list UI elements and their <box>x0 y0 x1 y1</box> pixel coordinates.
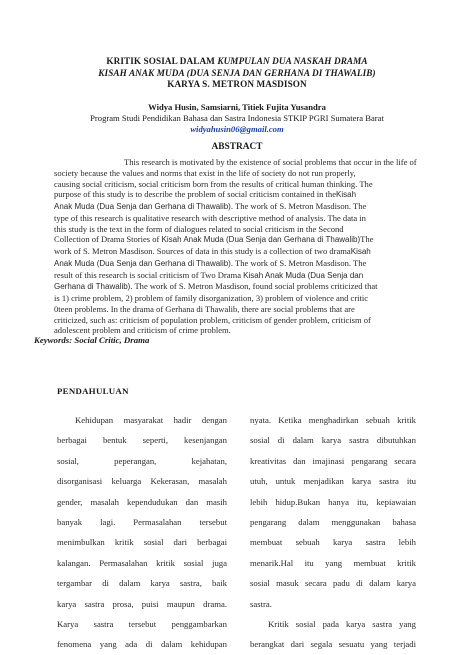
left-column-line: Kehidupan masyarakat hadir dengan <box>75 415 227 425</box>
abstract-line <box>54 189 426 201</box>
left-column-line: karya sastra prosa, puisi maupun drama. <box>57 598 227 609</box>
right-column-line: nyata. Ketika menghadirkan sebuah kritik <box>250 415 416 425</box>
column-left <box>57 410 227 655</box>
title-line-3: KARYA S. METRON MASDISON <box>167 79 307 89</box>
left-column-line: sosial, peperangan, kejahatan, <box>57 455 227 466</box>
abstract-text: is 1) crime problem, 2) problem of family disorganization, 3) problem of violence and critic <box>54 293 369 303</box>
paper-title <box>40 56 434 91</box>
right-column-line: Kritik sosial pada karya sastra yang <box>268 619 416 630</box>
left-column-line: disorganisasi keluarga Kekerasan, masalah <box>57 476 227 487</box>
right-column-line: sosial di dalam karya sastra dibutuhkan <box>250 435 416 446</box>
abstract-drama-title: Kisah Anak Muda (Dua Senja dan <box>243 270 364 280</box>
abstract-heading: ABSTRACT <box>211 142 263 152</box>
abstract-drama-title: Kisah <box>336 190 357 200</box>
abstract-text: work of S. Metron Masdison. Sources of data in this study is a collection of two drama <box>54 246 351 256</box>
right-column-line: sastra. <box>250 598 272 609</box>
abstract-text: . The work of S. Metron Masdison. The <box>230 201 367 211</box>
left-column-line: berbagai bentuk seperti, kesenjangan <box>57 435 227 446</box>
abstract-line <box>54 270 426 282</box>
left-column-line: banyak lagi. Permasalahan tersebut <box>57 517 227 528</box>
title-line-1 <box>40 56 434 68</box>
left-column-line: kalangan. Permasalahan kritik sosial juga <box>57 557 227 568</box>
abstract-line <box>54 157 426 168</box>
abstract-text: . The work of S. Metron Masdison, found social problems criticized that <box>130 281 378 292</box>
left-column-line: Karya sastra tersebut penggambarkan <box>57 619 227 630</box>
abstract-text: society because the values and norms that exist in the life of society do not run properly, <box>54 167 356 178</box>
right-column-line: kreativitas dan imajinasi pengarang secara <box>250 455 416 466</box>
author-names: Widya Husin, Samsiarni, Titiek Fujita Yusandra <box>148 102 326 112</box>
abstract-line <box>54 201 426 213</box>
title-line-2-text: KISAH ANAK MUDA (DUA SENJA DAN GERHANA DI THAWALIB) <box>98 67 376 78</box>
abstract-text: 0teen problems. In the drama of Gerhana di Thawalib, there are social problems that are <box>54 303 355 314</box>
abstract-body <box>54 157 426 336</box>
right-column-line: sosial masuk secara padu di dalam karya <box>250 578 416 589</box>
left-column-line: tergambar di dalam karya sastra, baik <box>57 578 227 589</box>
abstract-line <box>54 258 426 270</box>
abstract-text: this study is the text in the form of dialogues related to social criticism in the Second <box>54 223 344 234</box>
right-column-line: membuat sebuah karya sastra lebih <box>250 537 416 548</box>
section-heading: PENDAHULUAN <box>57 386 129 396</box>
abstract-text: This research is motivated by the existence of social problems that occur in the life of <box>124 157 417 167</box>
abstract-line <box>54 234 426 246</box>
abstract-text: type of this research is qualitative research with descriptive method of analysis. The data in <box>54 212 366 223</box>
title-line-1-a: KRITIK SOSIAL DALAM <box>106 56 218 66</box>
abstract-drama-title: Anak Muda (Dua Senja dan Gerhana di Thawalib) <box>54 258 231 268</box>
abstract-text: The <box>360 234 374 245</box>
right-column-line: lebih hidup.Bukan hanya itu, kepiawaian <box>250 496 416 507</box>
abstract-text: causing social criticism, social criticism born from the results of critical human thinking. The <box>54 178 373 189</box>
right-column-line: menarik.Hal itu yang membuat kritik <box>250 557 416 568</box>
author-institution: Program Studi Pendidikan Bahasa dan Sastra Indonesia STKIP PGRI Sumatera Barat <box>90 113 384 124</box>
title-line-1-b: KUMPULAN DUA NASKAH DRAMA <box>217 56 368 66</box>
abstract-line <box>54 213 426 224</box>
right-column-line: berangkat dari segala sesuatu yang terjadi <box>250 639 416 650</box>
keywords-line: Keywords: Social Critic, Drama <box>34 335 150 345</box>
abstract-text: adolescent problem and criticism of crime problem. <box>54 325 231 336</box>
abstract-text: Collection of Drama Stories of <box>54 234 162 245</box>
abstract-drama-title: Kisah <box>350 247 371 256</box>
abstract-text: criticized, such as: criticism of population problem, criticism of gender problem, criticism of <box>54 314 371 325</box>
abstract-line <box>54 304 426 315</box>
abstract-text: purpose of this study is to describe the problem of social criticism contained in the <box>54 189 336 200</box>
abstract-drama-title: Anak Muda (Dua Senja dan Gerhana di Thawalib) <box>54 202 231 211</box>
author-email-link[interactable]: widyahusin06@gmail.com <box>190 124 284 135</box>
abstract-line <box>54 224 426 235</box>
left-column-line: gender, masalah kependudukan dan masih <box>57 496 227 507</box>
abstract-line <box>54 179 426 190</box>
abstract-drama-title: Kisah Anak Muda (Dua Senja dan Gerhana di Thawalib) <box>161 235 361 245</box>
abstract-text: result of this research is social criticism of Two Drama <box>54 269 244 280</box>
abstract-line <box>54 293 426 304</box>
abstract-line <box>54 281 426 293</box>
abstract-drama-title: Gerhana di Thawalib) <box>54 282 131 292</box>
abstract-line <box>54 315 426 326</box>
right-column-line: utuh, untuk menjadikan karya sastra itu <box>250 476 416 487</box>
left-column-line: fenomena yang ada di dalam kehidupan <box>57 639 227 650</box>
column-right <box>250 410 416 655</box>
title-line-2 <box>40 68 434 80</box>
abstract-line <box>54 168 426 179</box>
abstract-line <box>54 246 426 258</box>
right-column-line: pengarang dalam menggunakan bahasa <box>250 517 416 528</box>
left-column-line: menimbulkan kritik sosial dari berbagai <box>57 537 227 548</box>
author-block <box>40 102 434 136</box>
abstract-text: . The work of S. Metron Masdison. The <box>230 257 367 268</box>
